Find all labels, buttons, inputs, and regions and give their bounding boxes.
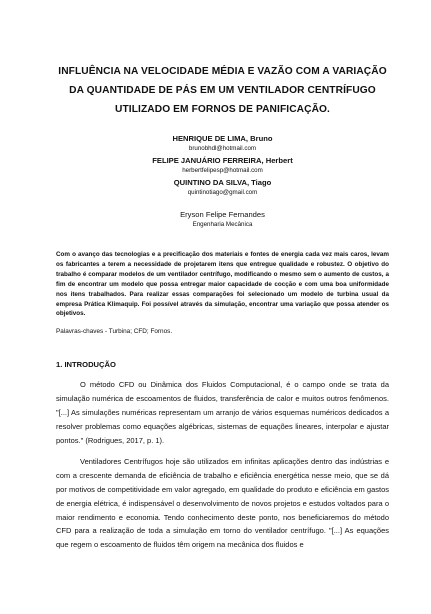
author-block bbox=[56, 133, 389, 153]
advisor-name: Eryson Felipe Fernandes bbox=[180, 210, 265, 219]
paper-title bbox=[56, 62, 389, 119]
title-line-2: DA QUANTIDADE DE PÁS EM UM VENTILADOR CENTRÍFUGO bbox=[69, 85, 376, 96]
author-block bbox=[56, 155, 389, 175]
advisor-block bbox=[56, 209, 389, 229]
section-body bbox=[56, 378, 389, 552]
title-line-3: UTILIZADO EM FORNOS DE PANIFICAÇÃO. bbox=[115, 104, 330, 115]
author-email: quintinotiago@gmail.com bbox=[187, 189, 258, 196]
author-block bbox=[56, 177, 389, 197]
section-heading: 1. INTRODUÇÃO bbox=[56, 360, 116, 370]
keywords: Palavras-chaves - Turbina; CFD; Fornos. bbox=[56, 328, 173, 336]
paragraph: O método CFD ou Dinâmica dos Fluidos Computacional, é o campo onde se trata da simulação numérica de escoamentos de fluidos, transferência de calor e muitos outros fenômenos. "[...] As simulações numéricas representam um arranjo de vários esquemas numéricos dedicados a resolver problemas como equações algébricas, sistemas de equações lineares, interpolar e ajustar pontos." (Rodrigues, 2017, p. 1). bbox=[56, 380, 389, 445]
paragraph: Ventiladores Centrífugos hoje são utilizados em infinitas aplicações dentro das indústrias e com a crescente demanda de eficiência de trabalho e eficiência energética nesse meio, que se dá por motivos de competitividade em valor agregado, em qualidade do produto e eficiência em gastos de energia elétrica, é indispensável o desenvolvimento de novos projetos e estudos voltados para o maior rendimento e economia. Tendo conhecimento deste ponto, nos beneficiaremos do método CFD para a realização de toda a simulação em torno do ventilador centrífugo. "[...] As equações que regem o escoamento de fluidos têm origem na mecânica dos fluidos e bbox=[56, 457, 389, 550]
author-email: herbertfelipesp@hotmail.com bbox=[182, 167, 263, 174]
author-name: HENRIQUE DE LIMA, Bruno bbox=[172, 134, 273, 143]
abstract: Com o avanço das tecnologias e a precificação dos materiais e fontes de energia cada vez mais caros, levam os fabricantes a terem a necessidade de projetarem itens que entregue qualidade e robustez. O objetivo do trabalho é comparar modelos de um ventilador centrífugo, modificando o mesmo sem o aumento de custos, a fim de encontrar um modelo que possa entregar maior capacidade de cocção e com uma boa uniformidade nos itens trabalhados. Para realizar essas comparações foi selecionado um modelo de turbina usual da empresa Prática Klimaquip. Foi possível através da simulação, encontrar uma variação que possa atender os objetivos. bbox=[56, 251, 389, 318]
author-email: brunobhdl@hotmail.com bbox=[188, 145, 257, 152]
title-line-1: INFLUÊNCIA NA VELOCIDADE MÉDIA E VAZÃO COM A VARIAÇÃO bbox=[58, 66, 387, 77]
author-name: QUINTINO DA SILVA, Tiago bbox=[173, 178, 272, 187]
advisor-department: Engenharia Mecânica bbox=[192, 221, 253, 228]
author-name: FELIPE JANUÁRIO FERREIRA, Herbert bbox=[152, 156, 293, 165]
